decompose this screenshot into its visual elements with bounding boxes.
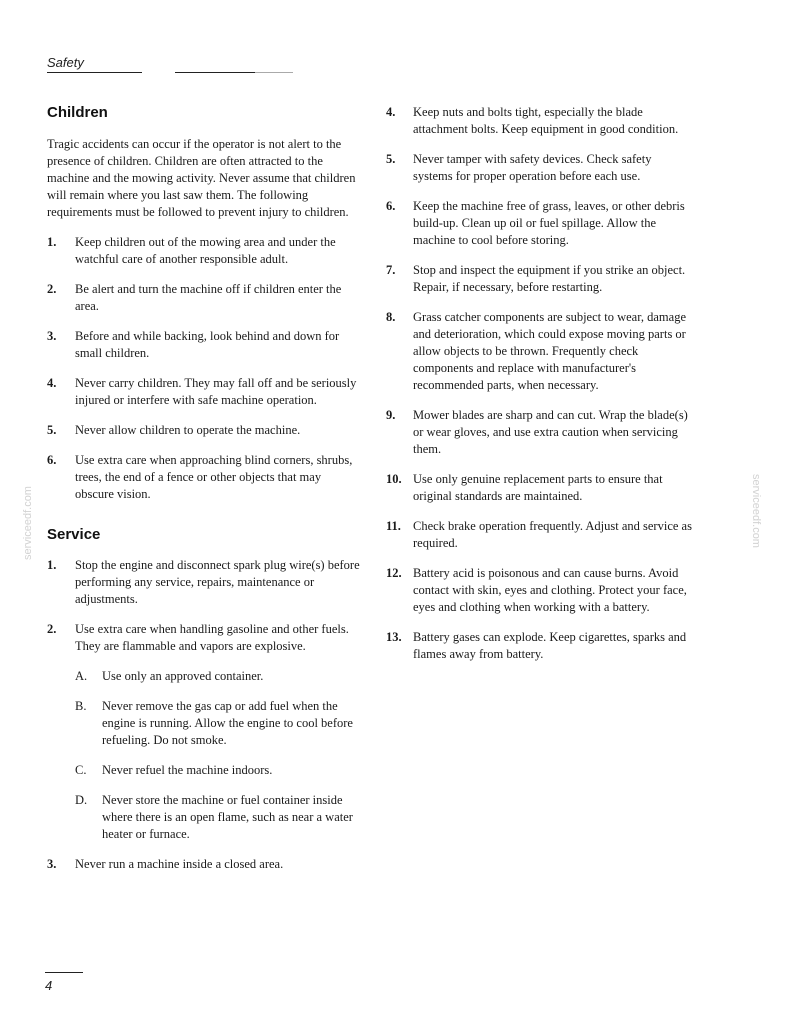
footer-rule	[45, 972, 83, 973]
page-number: 4	[45, 978, 53, 993]
item-text: Battery gases can explode. Keep cigarettes, sparks and flames away from battery.	[413, 630, 687, 661]
subitem-letter: C.	[75, 763, 87, 777]
subitem-text: Never refuel the machine indoors.	[102, 763, 273, 777]
item-number: 12.	[386, 566, 402, 580]
subitem-text: Use only an approved container.	[102, 669, 264, 683]
item-text: Mower blades are sharp and can cut. Wrap the blade(s) or wear gloves, and use extra caution when servicing them.	[413, 408, 688, 456]
item-number: 4.	[386, 105, 396, 119]
header-rule-faint	[255, 72, 293, 73]
item-text: Grass catcher components are subject to wear, damage and deterioration, which could expose moving parts or allow objects to be thrown. Frequently check components and replace with manufacturer's recommended parts, when necessary.	[413, 310, 686, 392]
item-number: 13.	[386, 630, 402, 644]
item-number: 1.	[47, 235, 57, 249]
item-text: Before and while backing, look behind and down for small children.	[75, 329, 340, 360]
list-item	[47, 328, 362, 362]
item-text: Keep nuts and bolts tight, especially the blade attachment bolts. Keep equipment in good condition.	[413, 105, 679, 136]
item-text: Battery acid is poisonous and can cause burns. Avoid contact with skin, eyes and clothing. Protect your face, eyes and clothing when working with a battery.	[413, 566, 687, 614]
list-item	[386, 629, 692, 663]
item-text: Check brake operation frequently. Adjust and service as required.	[413, 519, 692, 550]
item-number: 5.	[47, 423, 57, 437]
sub-list-item	[47, 792, 362, 843]
watermark-right: serviceedf.com	[750, 474, 762, 548]
list-item	[386, 151, 692, 185]
item-number: 3.	[47, 857, 57, 871]
sub-list-item	[47, 698, 362, 749]
item-text: Stop the engine and disconnect spark plug wire(s) before performing any service, repairs, maintenance or adjustments.	[75, 558, 360, 606]
list-item	[386, 309, 692, 394]
item-number: 2.	[47, 622, 57, 636]
list-item	[386, 407, 692, 458]
subitem-text: Never remove the gas cap or add fuel when the engine is running. Allow the engine to cool before refueling. Do not smoke.	[102, 699, 353, 747]
list-item	[47, 621, 362, 843]
item-text: Never tamper with safety devices. Check safety systems for proper operation before each use.	[413, 152, 652, 183]
item-text: Never carry children. They may fall off and be seriously injured or interfere with safe machine operation.	[75, 376, 357, 407]
header-rule-left	[47, 72, 142, 73]
item-number: 1.	[47, 558, 57, 572]
list-item	[47, 281, 362, 315]
service-list-continued	[386, 104, 692, 663]
subitem-letter: A.	[75, 669, 88, 683]
item-text: Use extra care when handling gasoline and other fuels. They are flammable and vapors are explosive.	[75, 622, 349, 653]
left-column	[47, 104, 362, 873]
children-heading: Children	[47, 104, 108, 121]
item-number: 8.	[386, 310, 396, 324]
item-number: 3.	[47, 329, 57, 343]
list-item	[47, 856, 362, 873]
list-item	[386, 104, 692, 138]
item-number: 6.	[386, 199, 396, 213]
children-intro: Tragic accidents can occur if the operator is not alert to the presence of children. Children are often attracted to the machine and the mowing activity. Never assume that children will remain where you last saw them. The following requirements must be followed to prevent injury to children.	[47, 137, 356, 219]
service-list	[47, 557, 362, 873]
item-number: 2.	[47, 282, 57, 296]
list-item	[386, 198, 692, 249]
item-number: 11.	[386, 519, 401, 533]
item-text: Keep children out of the mowing area and under the watchful care of another responsible adult.	[75, 235, 336, 266]
item-text: Be alert and turn the machine off if children enter the area.	[75, 282, 342, 313]
subitem-letter: B.	[75, 699, 87, 713]
item-number: 10.	[386, 472, 402, 486]
item-number: 7.	[386, 263, 396, 277]
sub-list-item	[47, 762, 362, 779]
item-text: Never allow children to operate the machine.	[75, 423, 301, 437]
list-item	[386, 565, 692, 616]
list-item	[47, 557, 362, 608]
list-item	[386, 262, 692, 296]
item-number: 6.	[47, 453, 57, 467]
fuel-sublist	[47, 668, 362, 843]
sub-list-item	[47, 668, 362, 685]
item-number: 5.	[386, 152, 396, 166]
list-item	[47, 234, 362, 268]
service-heading: Service	[47, 526, 101, 543]
item-text: Keep the machine free of grass, leaves, or other debris build-up. Clean up oil or fuel spillage. Allow the machine to cool before storing.	[413, 199, 685, 247]
item-number: 4.	[47, 376, 57, 390]
item-text: Use only genuine replacement parts to ensure that original standards are maintained.	[413, 472, 663, 503]
header-rule-right	[175, 72, 255, 73]
item-text: Never run a machine inside a closed area.	[75, 857, 284, 871]
item-text: Use extra care when approaching blind corners, shrubs, trees, the end of a fence or other objects that may obscure vision.	[75, 453, 353, 501]
right-column	[386, 104, 692, 663]
subitem-text: Never store the machine or fuel container inside where there is an open flame, such as near a water heater or furnace.	[102, 793, 353, 841]
list-item	[47, 422, 362, 439]
watermark-left: serviceedf.com	[22, 486, 34, 560]
children-list	[47, 234, 362, 503]
item-number: 9.	[386, 408, 396, 422]
list-item	[386, 518, 692, 552]
list-item	[47, 452, 362, 503]
item-text: Stop and inspect the equipment if you strike an object. Repair, if necessary, before restarting.	[413, 263, 686, 294]
section-label: Safety	[47, 55, 84, 70]
list-item	[386, 471, 692, 505]
subitem-letter: D.	[75, 793, 88, 807]
list-item	[47, 375, 362, 409]
